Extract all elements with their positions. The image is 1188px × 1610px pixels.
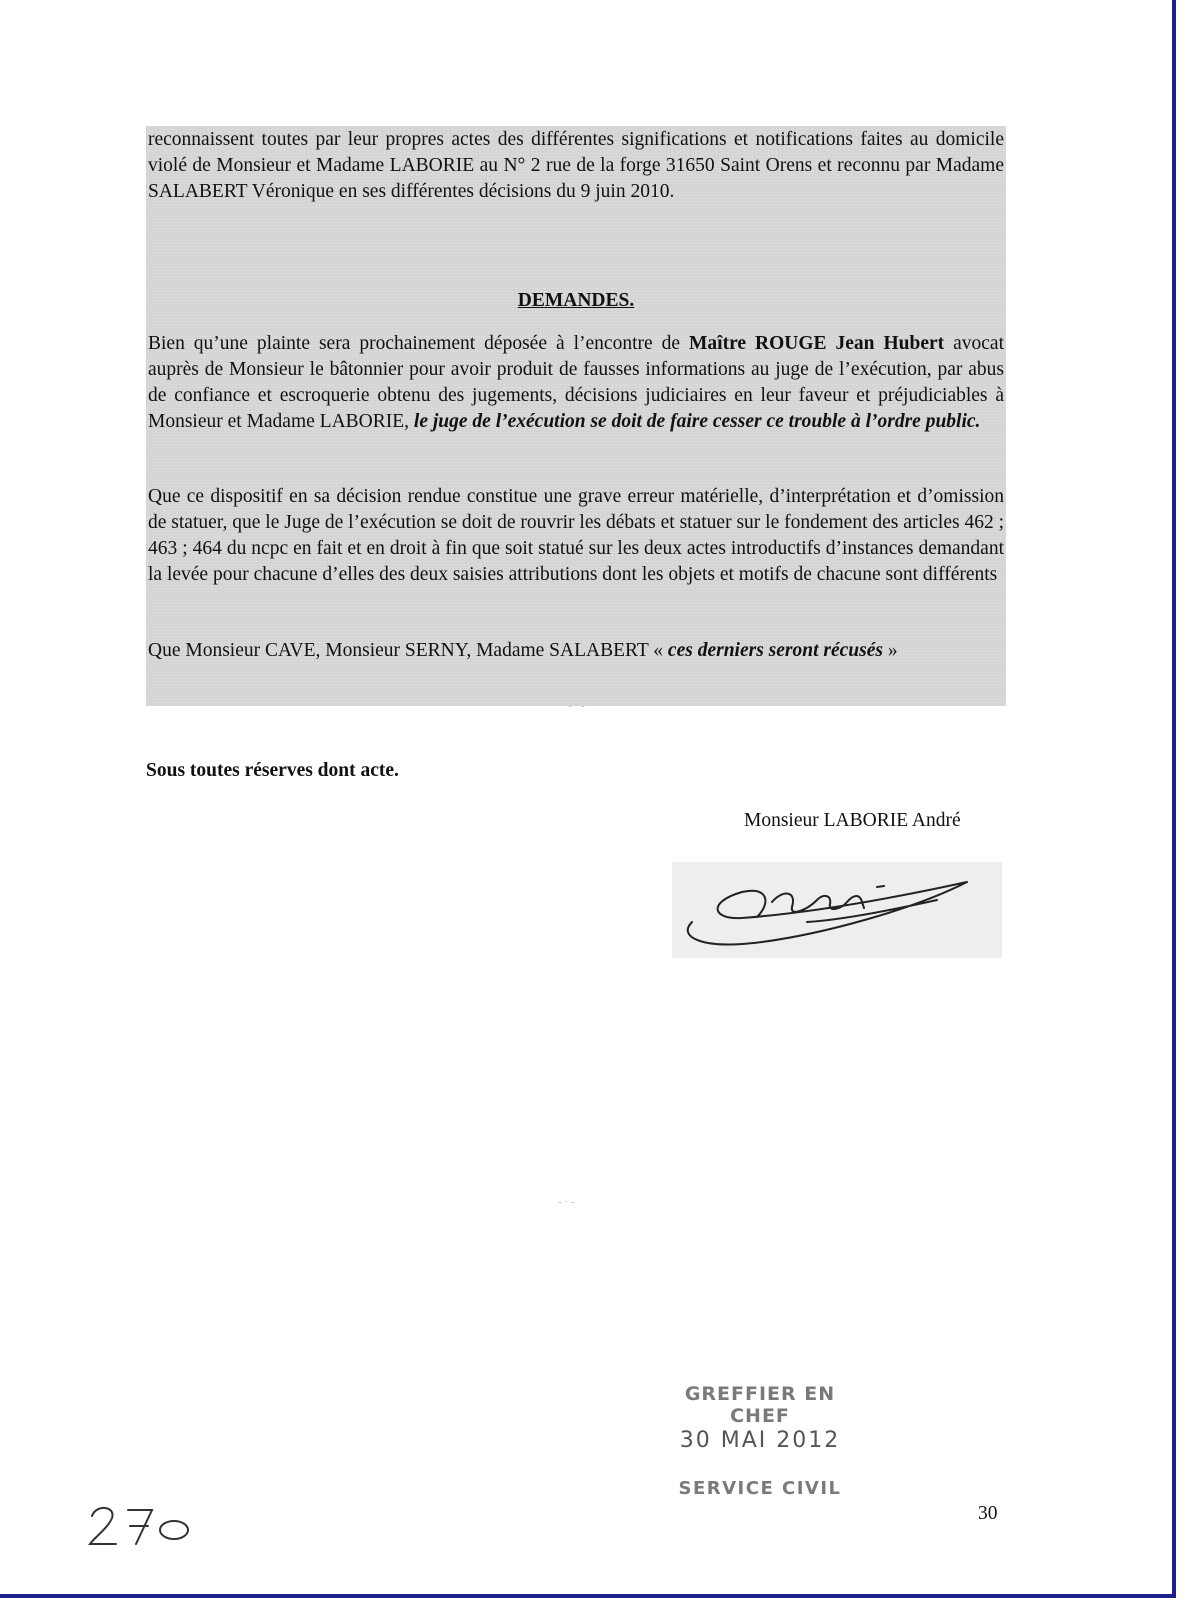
stamp-line-2: 30 MAI 2012 [679,1428,841,1453]
page-number: 30 [978,1503,998,1524]
scan-speck: - · - [568,700,585,712]
scan-speck: - · - [558,1196,575,1208]
paragraph-2-bold-name: Maître ROUGE Jean Hubert [689,333,945,354]
stamp-line-3: SERVICE CIVIL [678,1478,842,1499]
paragraph-2 [148,331,1004,435]
paragraph-2-text-b: avocat auprès de Monsieur le bâtonnier pour avoir produit de fausses informations au juge de l’exécution, par abus de confiance et escroquerie obtenu des jugements, décisions judiciaires en leur faveur et préjudiciables à Monsieur et Madame LABORIE, [148,333,1004,432]
paragraph-1: reconnaissent toutes par leur propres actes des différentes significations et notifications faites au domicile violé de Monsieur et Madame LABORIE au N° 2 rue de la forge 31650 Saint Orens et reconnu par Madame SALABERT Véronique en ses différentes décisions du 9 juin 2010. [148,129,1004,202]
paragraph-4 [148,638,1004,664]
signature [672,862,1002,958]
paragraph-2-emphasis: le juge de l’exécution se doit de faire cesser ce trouble à l’ordre public. [413,411,981,432]
closing-statement: Sous toutes réserves dont acte. [146,760,399,781]
stamp-line-1: GREFFIER EN CHEF [684,1383,836,1427]
paragraph-4-emphasis: ces derniers seront récusés [667,640,883,661]
paragraph-3: Que ce dispositif en sa décision rendue constitue une grave erreur matérielle, d’interprétation et d’omission de statuer, que le Juge de l’exécution se doit de rouvrir les débats et statuer sur le fondement des articles 462 ; 463 ; 464 du ncpc en fait et en droit à fin que soit statué sur les deux actes introductifs d’instances demandant la levée pour chacune d’elles des deux saisies attributions dont les objets et motifs de chacune sont différents [148,486,1004,585]
paragraph-2-text-a: Bien qu’une plainte sera prochainement déposée à l’encontre de [148,333,689,354]
signature-scribble [672,862,1002,958]
section-heading: DEMANDES. [517,290,635,311]
paragraph-4-text-a: Que Monsieur CAVE, Monsieur SERNY, Madame SALABERT « [148,640,668,661]
signer-name: Monsieur LABORIE André [744,810,961,831]
paragraph-4-text-b: » [882,640,898,661]
handwritten-number [86,1500,196,1550]
handwritten-number-drawing [86,1500,196,1550]
